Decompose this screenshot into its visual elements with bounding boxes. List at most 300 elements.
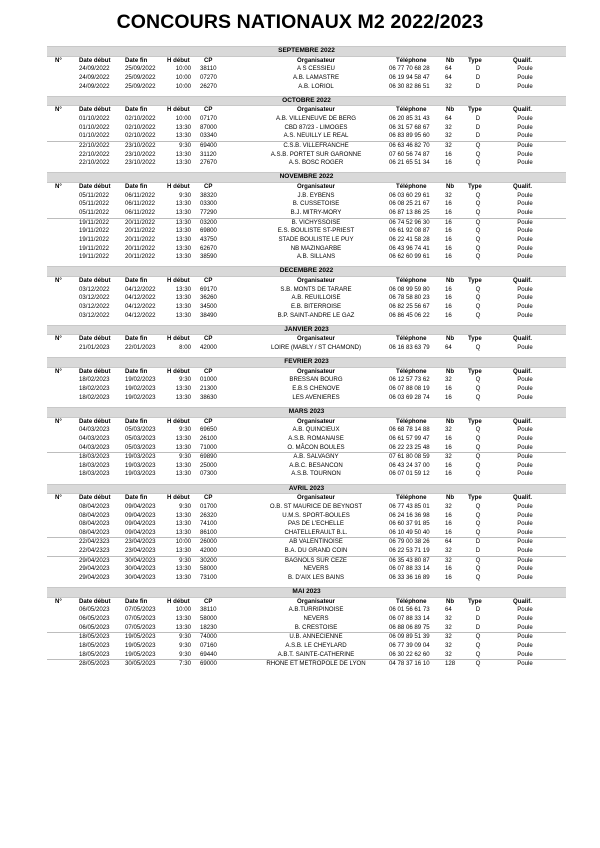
nb-cell: 32 — [445, 556, 452, 564]
heure-debut-cell: 13:30 — [175, 294, 191, 302]
type-cell: Q — [475, 191, 481, 199]
telephone-cell: 06 10 49 50 40 — [389, 528, 430, 536]
date-debut-cell: 08/04/2023 — [79, 528, 110, 536]
telephone-cell: 06 21 65 51 34 — [389, 159, 430, 167]
organisateur-cell: E.S. BOULISTE ST-PRIEST — [277, 227, 355, 235]
column-header-cp: CP — [204, 335, 213, 343]
table-row — [47, 151, 566, 160]
organisateur-cell: A.B. VILLENEUVE DE BERG — [276, 114, 356, 122]
type-cell: Q — [475, 393, 481, 401]
type-cell: D — [475, 123, 481, 131]
telephone-cell: 06 16 83 63 79 — [389, 344, 430, 351]
column-header-type: Type — [468, 335, 482, 343]
heure-debut-cell: 13:30 — [175, 520, 191, 528]
heure-debut-cell: 13:30 — [175, 302, 191, 310]
type-cell: D — [475, 65, 481, 73]
nb-cell: 32 — [445, 650, 452, 658]
nb-cell: 16 — [445, 208, 452, 216]
heure-debut-cell: 10:00 — [175, 73, 191, 81]
table-row — [47, 624, 566, 633]
nb-cell: 32 — [445, 426, 452, 434]
telephone-cell: 06 74 52 96 30 — [389, 218, 430, 226]
type-cell: Q — [475, 200, 481, 208]
nb-cell: 32 — [445, 547, 452, 555]
type-cell: Q — [475, 344, 481, 351]
type-cell: Q — [475, 426, 481, 434]
nb-cell: 32 — [445, 82, 452, 90]
nb-cell: 32 — [445, 123, 452, 131]
date-fin-cell: 23/04/2023 — [125, 547, 156, 555]
organisateur-cell: AB VALENTINOISE — [289, 538, 343, 546]
telephone-cell: 06 22 53 71 19 — [389, 547, 430, 555]
cp-cell: 01000 — [200, 376, 217, 384]
table-row — [47, 659, 566, 669]
nb-cell: 16 — [445, 528, 452, 536]
qualif-cell: Poule — [517, 574, 533, 582]
organisateur-cell: A.B. QUINCIEUX — [292, 426, 340, 434]
cp-cell: 69400 — [200, 141, 217, 149]
heure-debut-cell: 10:00 — [175, 114, 191, 122]
nb-cell: 64 — [445, 606, 452, 614]
table-row — [47, 642, 566, 651]
cp-cell: 38490 — [200, 311, 217, 319]
type-cell: Q — [475, 520, 481, 528]
column-header-fin: Date fin — [125, 494, 148, 502]
nb-cell: 16 — [445, 443, 452, 451]
heure-debut-cell: 13:30 — [175, 227, 191, 235]
column-header-tel: Téléphone — [396, 417, 427, 425]
column-header-row — [47, 418, 566, 427]
column-header-qual: Qualif. — [513, 367, 532, 375]
column-header-cp: CP — [204, 56, 213, 64]
telephone-cell: 06 20 85 31 43 — [389, 114, 430, 122]
nb-cell: 16 — [445, 244, 452, 252]
column-header-debut: Date début — [79, 276, 111, 284]
table-row — [47, 294, 566, 303]
cp-cell: 03200 — [200, 218, 217, 226]
table-row — [47, 529, 566, 538]
date-debut-cell: 19/11/2022 — [79, 244, 110, 252]
column-header-fin: Date fin — [125, 276, 148, 284]
column-header-no: N° — [55, 335, 62, 343]
nb-cell: 16 — [445, 218, 452, 226]
nb-cell: 32 — [445, 633, 452, 641]
telephone-cell: 06 63 46 82 70 — [389, 141, 430, 149]
qualif-cell: Poule — [517, 565, 533, 573]
type-cell: Q — [475, 218, 481, 226]
qualif-cell: Poule — [517, 538, 533, 546]
column-header-org: Organisateur — [297, 183, 335, 191]
nb-cell: 16 — [445, 461, 452, 469]
cp-cell: 58000 — [200, 615, 217, 623]
type-cell: D — [475, 538, 481, 546]
nb-cell: 16 — [445, 200, 452, 208]
date-debut-cell: 24/09/2022 — [79, 65, 110, 73]
heure-debut-cell: 10:00 — [175, 65, 191, 73]
column-header-row — [47, 277, 566, 286]
qualif-cell: Poule — [517, 547, 533, 555]
type-cell: Q — [475, 150, 481, 158]
column-header-qual: Qualif. — [513, 276, 532, 284]
date-fin-cell: 04/12/2022 — [125, 302, 156, 310]
telephone-cell: 06 31 57 68 67 — [389, 123, 430, 131]
type-cell: Q — [475, 642, 481, 650]
nb-cell: 16 — [445, 159, 452, 167]
table-row — [47, 574, 566, 583]
nb-cell: 64 — [445, 538, 452, 546]
nb-cell: 16 — [445, 574, 452, 582]
table-row — [47, 65, 566, 74]
nb-cell: 32 — [445, 615, 452, 623]
telephone-cell: 04 78 37 16 10 — [389, 660, 430, 668]
qualif-cell: Poule — [517, 218, 533, 226]
organisateur-cell: A.B.TURRIPINOISE — [288, 606, 344, 614]
type-cell: D — [475, 114, 481, 122]
organisateur-cell: CBD 87/23 - LIMOGES — [284, 123, 348, 131]
date-debut-cell: 06/05/2023 — [79, 615, 110, 623]
column-header-hdebut: H début — [167, 335, 190, 343]
column-header-nb: Nb — [446, 335, 455, 343]
column-header-no: N° — [55, 597, 62, 605]
qualif-cell: Poule — [517, 633, 533, 641]
table-row — [47, 236, 566, 245]
qualif-cell: Poule — [517, 642, 533, 650]
table-row — [47, 651, 566, 660]
cp-cell: 01700 — [200, 502, 217, 510]
heure-debut-cell: 13:30 — [175, 159, 191, 167]
date-debut-cell: 03/12/2022 — [79, 294, 110, 302]
nb-cell: 16 — [445, 520, 452, 528]
organisateur-cell: B. VICHYSSOISE — [291, 218, 341, 226]
cp-cell: 25000 — [200, 461, 217, 469]
heure-debut-cell: 9:30 — [179, 650, 191, 658]
telephone-cell: 06 03 69 28 74 — [389, 393, 430, 401]
nb-cell: 32 — [445, 623, 452, 631]
heure-debut-cell: 13:30 — [175, 547, 191, 555]
nb-cell: 16 — [445, 565, 452, 573]
date-fin-cell: 20/11/2022 — [125, 253, 156, 261]
date-debut-cell: 08/04/2023 — [79, 511, 110, 519]
date-debut-cell: 04/03/2023 — [79, 426, 110, 434]
telephone-cell: 06 61 57 99 47 — [389, 434, 430, 442]
organisateur-cell: A.S.B. ROMANAISE — [288, 434, 344, 442]
cp-cell: 86100 — [200, 528, 217, 536]
column-header-debut: Date début — [79, 597, 111, 605]
qualif-cell: Poule — [517, 244, 533, 252]
type-cell: Q — [475, 311, 481, 319]
column-header-fin: Date fin — [125, 335, 148, 343]
heure-debut-cell: 13:30 — [175, 511, 191, 519]
date-debut-cell: 19/11/2022 — [79, 253, 110, 261]
date-fin-cell: 02/10/2022 — [125, 114, 156, 122]
column-header-qual: Qualif. — [513, 597, 532, 605]
nb-cell: 16 — [445, 511, 452, 519]
month-header: SEPTEMBRE 2022 — [47, 46, 566, 57]
type-cell: Q — [475, 528, 481, 536]
date-debut-cell: 19/11/2022 — [79, 227, 110, 235]
date-debut-cell: 28/05/2023 — [79, 660, 110, 668]
nb-cell: 16 — [445, 470, 452, 478]
column-header-type: Type — [468, 417, 482, 425]
qualif-cell: Poule — [517, 376, 533, 384]
heure-debut-cell: 13:30 — [175, 615, 191, 623]
telephone-cell: 06 19 94 58 47 — [389, 73, 430, 81]
telephone-cell: 06 07 88 33 14 — [389, 615, 430, 623]
competition-table — [47, 46, 566, 669]
heure-debut-cell: 7:30 — [179, 660, 191, 668]
column-header-fin: Date fin — [125, 417, 148, 425]
heure-debut-cell: 13:30 — [175, 208, 191, 216]
organisateur-cell: B.P. SAINT-ANDRE LE GAZ — [277, 311, 355, 319]
cp-cell: 27670 — [200, 159, 217, 167]
nb-cell: 16 — [445, 434, 452, 442]
date-fin-cell: 09/04/2023 — [125, 520, 156, 528]
table-row — [47, 141, 566, 151]
column-header-debut: Date début — [79, 335, 111, 343]
nb-cell: 16 — [445, 393, 452, 401]
column-header-qual: Qualif. — [513, 335, 532, 343]
column-header-fin: Date fin — [125, 106, 148, 114]
heure-debut-cell: 9:30 — [179, 426, 191, 434]
type-cell: Q — [475, 302, 481, 310]
type-cell: D — [475, 132, 481, 140]
heure-debut-cell: 9:30 — [179, 453, 191, 461]
heure-debut-cell: 10:00 — [175, 538, 191, 546]
column-header-org: Organisateur — [297, 276, 335, 284]
qualif-cell: Poule — [517, 434, 533, 442]
telephone-cell: 07 60 56 74 87 — [389, 150, 430, 158]
cp-cell: 69890 — [200, 453, 217, 461]
qualif-cell: Poule — [517, 385, 533, 393]
nb-cell: 32 — [445, 642, 452, 650]
table-row — [47, 303, 566, 312]
table-row — [47, 218, 566, 228]
column-header-org: Organisateur — [297, 417, 335, 425]
qualif-cell: Poule — [517, 520, 533, 528]
column-header-fin: Date fin — [125, 56, 148, 64]
date-fin-cell: 19/02/2023 — [125, 376, 156, 384]
telephone-cell: 06 86 45 06 22 — [389, 311, 430, 319]
date-debut-cell: 18/02/2023 — [79, 393, 110, 401]
type-cell: Q — [475, 285, 481, 293]
column-header-row — [47, 368, 566, 377]
date-fin-cell: 06/11/2022 — [125, 200, 156, 208]
qualif-cell: Poule — [517, 623, 533, 631]
column-header-org: Organisateur — [297, 597, 335, 605]
table-row — [47, 435, 566, 444]
heure-debut-cell: 13:30 — [175, 393, 191, 401]
column-header-org: Organisateur — [297, 367, 335, 375]
telephone-cell: 06 09 89 51 39 — [389, 633, 430, 641]
type-cell: Q — [475, 461, 481, 469]
column-header-tel: Téléphone — [396, 597, 427, 605]
heure-debut-cell: 10:00 — [175, 82, 191, 90]
table-row — [47, 83, 566, 92]
table-row — [47, 503, 566, 512]
month-header: MAI 2023 — [47, 587, 566, 598]
date-debut-cell: 05/11/2022 — [79, 191, 110, 199]
date-debut-cell: 29/04/2023 — [79, 565, 110, 573]
date-debut-cell: 18/03/2023 — [79, 461, 110, 469]
table-row — [47, 565, 566, 574]
table-row — [47, 444, 566, 453]
heure-debut-cell: 13:30 — [175, 385, 191, 393]
table-row — [47, 632, 566, 642]
date-fin-cell: 20/11/2022 — [125, 244, 156, 252]
qualif-cell: Poule — [517, 285, 533, 293]
telephone-cell: 06 88 06 89 75 — [389, 623, 430, 631]
date-fin-cell: 25/09/2022 — [125, 73, 156, 81]
qualif-cell: Poule — [517, 253, 533, 261]
date-fin-cell: 19/03/2023 — [125, 470, 156, 478]
date-fin-cell: 30/04/2023 — [125, 574, 156, 582]
column-header-nb: Nb — [446, 597, 455, 605]
cp-cell: 34500 — [200, 302, 217, 310]
qualif-cell: Poule — [517, 502, 533, 510]
table-row — [47, 547, 566, 556]
column-header-fin: Date fin — [125, 183, 148, 191]
organisateur-cell: A.B.C. BESANCON — [289, 461, 343, 469]
date-debut-cell: 03/12/2022 — [79, 311, 110, 319]
telephone-cell: 06 43 96 74 41 — [389, 244, 430, 252]
table-row — [47, 520, 566, 529]
heure-debut-cell: 9:30 — [179, 556, 191, 564]
qualif-cell: Poule — [517, 150, 533, 158]
heure-debut-cell: 13:30 — [175, 200, 191, 208]
column-header-nb: Nb — [446, 367, 455, 375]
cp-cell: 07300 — [200, 470, 217, 478]
date-fin-cell: 25/09/2022 — [125, 82, 156, 90]
table-row — [47, 245, 566, 254]
date-fin-cell: 23/04/2023 — [125, 538, 156, 546]
type-cell: Q — [475, 159, 481, 167]
cp-cell: 74000 — [200, 633, 217, 641]
table-row — [47, 462, 566, 471]
cp-cell: 69440 — [200, 650, 217, 658]
date-debut-cell: 01/10/2022 — [79, 114, 110, 122]
type-cell: Q — [475, 511, 481, 519]
type-cell: Q — [475, 294, 481, 302]
date-fin-cell: 19/02/2023 — [125, 385, 156, 393]
telephone-cell: 06 22 23 25 48 — [389, 443, 430, 451]
heure-debut-cell: 13:30 — [175, 253, 191, 261]
type-cell: Q — [475, 227, 481, 235]
heure-debut-cell: 13:30 — [175, 565, 191, 573]
table-row — [47, 537, 566, 547]
date-fin-cell: 05/03/2023 — [125, 443, 156, 451]
date-debut-cell: 18/05/2023 — [79, 633, 110, 641]
telephone-cell: 06 77 70 68 28 — [389, 65, 430, 73]
nb-cell: 16 — [445, 235, 452, 243]
heure-debut-cell: 13:30 — [175, 574, 191, 582]
date-debut-cell: 29/04/2023 — [79, 556, 110, 564]
telephone-cell: 06 30 82 86 51 — [389, 82, 430, 90]
cp-cell: 38110 — [200, 606, 217, 614]
date-debut-cell: 18/03/2023 — [79, 453, 110, 461]
column-header-nb: Nb — [446, 417, 455, 425]
telephone-cell: 06 77 43 85 01 — [389, 502, 430, 510]
qualif-cell: Poule — [517, 191, 533, 199]
column-header-no: N° — [55, 367, 62, 375]
date-fin-cell: 05/03/2023 — [125, 426, 156, 434]
date-fin-cell: 07/05/2023 — [125, 623, 156, 631]
type-cell: D — [475, 606, 481, 614]
date-debut-cell: 04/03/2023 — [79, 443, 110, 451]
column-header-row — [47, 494, 566, 503]
cp-cell: 31120 — [200, 150, 217, 158]
date-fin-cell: 19/03/2023 — [125, 453, 156, 461]
column-header-tel: Téléphone — [396, 335, 427, 343]
qualif-cell: Poule — [517, 461, 533, 469]
date-debut-cell: 06/05/2023 — [79, 623, 110, 631]
table-row — [47, 556, 566, 566]
heure-debut-cell: 13:30 — [175, 132, 191, 140]
organisateur-cell: O. MÂCON BOULES — [287, 443, 345, 451]
cp-cell: 03340 — [200, 132, 217, 140]
telephone-cell: 06 77 39 09 04 — [389, 642, 430, 650]
qualif-cell: Poule — [517, 556, 533, 564]
type-cell: Q — [475, 574, 481, 582]
heure-debut-cell: 13:30 — [175, 623, 191, 631]
date-debut-cell: 06/05/2023 — [79, 606, 110, 614]
date-fin-cell: 22/01/2023 — [125, 344, 156, 351]
type-cell: Q — [475, 244, 481, 252]
column-header-qual: Qualif. — [513, 494, 532, 502]
date-fin-cell: 04/12/2022 — [125, 294, 156, 302]
type-cell: Q — [475, 470, 481, 478]
organisateur-cell: E.B. BITERROISE — [290, 302, 342, 310]
organisateur-cell: S.B. MONTS DE TARARE — [280, 285, 352, 293]
telephone-cell: 06 68 78 14 88 — [389, 426, 430, 434]
date-debut-cell: 08/04/2023 — [79, 502, 110, 510]
type-cell: D — [475, 615, 481, 623]
column-header-no: N° — [55, 276, 62, 284]
organisateur-cell: NB MAZINGARBE — [290, 244, 342, 252]
date-fin-cell: 09/04/2023 — [125, 528, 156, 536]
cp-cell: 43750 — [200, 235, 217, 243]
heure-debut-cell: 13:30 — [175, 150, 191, 158]
telephone-cell: 06 78 58 80 23 — [389, 294, 430, 302]
heure-debut-cell: 9:30 — [179, 633, 191, 641]
organisateur-cell: NEVERS — [303, 615, 329, 623]
cp-cell: 07160 — [200, 642, 217, 650]
date-fin-cell: 02/10/2022 — [125, 123, 156, 131]
qualif-cell: Poule — [517, 114, 533, 122]
type-cell: Q — [475, 453, 481, 461]
qualif-cell: Poule — [517, 528, 533, 536]
cp-cell: 30200 — [200, 556, 217, 564]
telephone-cell: 06 61 92 08 87 — [389, 227, 430, 235]
organisateur-cell: A.B. LORIOL — [298, 82, 334, 90]
type-cell: Q — [475, 434, 481, 442]
cp-cell: 03300 — [200, 200, 217, 208]
qualif-cell: Poule — [517, 344, 533, 351]
qualif-cell: Poule — [517, 453, 533, 461]
heure-debut-cell: 9:30 — [179, 141, 191, 149]
table-row — [47, 344, 566, 353]
date-fin-cell: 19/03/2023 — [125, 461, 156, 469]
column-header-no: N° — [55, 494, 62, 502]
qualif-cell: Poule — [517, 227, 533, 235]
cp-cell: 38590 — [200, 253, 217, 261]
organisateur-cell: A.S. BOSC ROGER — [288, 159, 344, 167]
telephone-cell: 06 07 88 33 14 — [389, 565, 430, 573]
date-fin-cell: 09/04/2023 — [125, 502, 156, 510]
cp-cell: 07170 — [200, 114, 217, 122]
month-header: FEVRIER 2023 — [47, 357, 566, 368]
column-header-type: Type — [468, 276, 482, 284]
nb-cell: 16 — [445, 227, 452, 235]
